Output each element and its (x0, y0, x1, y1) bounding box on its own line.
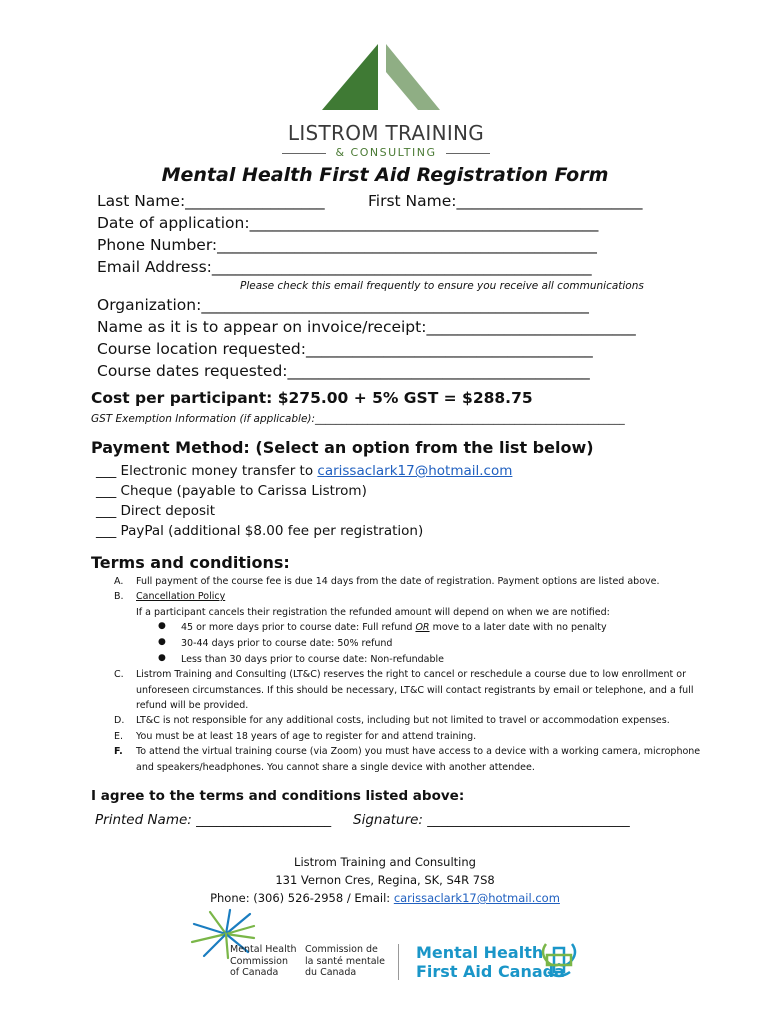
partner-line: du Canada (305, 967, 357, 978)
brand-name: LISTROM TRAINING (287, 121, 485, 145)
term-letter: D. (114, 715, 125, 726)
cost-per-participant: Cost per participant: $275.00 + 5% GST = $288.75 (91, 389, 533, 407)
payment-option-cheque[interactable]: ___ Cheque (payable to Carissa Listrom) (96, 483, 367, 499)
mhcc-french-name (305, 944, 385, 979)
term-d: LT&C is not responsible for any additional costs, including but not limited to travel or accommodation expenses. (136, 715, 670, 726)
phone-number-field[interactable]: Phone Number:_________________________________________________ (97, 236, 597, 254)
brand-sub-text: & CONSULTING (335, 146, 437, 159)
rule-text: 45 or more days prior to course date: Full refund (181, 622, 416, 633)
bullet-icon: ● (158, 637, 166, 647)
divider (398, 944, 399, 980)
agreement-heading: I agree to the terms and conditions listed above: (91, 788, 465, 804)
rule-or: OR (415, 622, 430, 633)
term-f-line: To attend the virtual training course (via Zoom) you must have access to a device with a working camera, microphone (136, 746, 701, 757)
course-dates-field[interactable]: Course dates requested:_______________________________________ (97, 362, 590, 380)
partner-line: Mental Health (230, 944, 297, 955)
partner-line: Commission de (305, 944, 378, 955)
mhcc-english-name (230, 944, 296, 979)
date-of-application-field[interactable]: Date of application:_____________________________________________ (97, 214, 599, 232)
signature-field[interactable]: Signature: ______________________________ (353, 812, 630, 828)
footer-phone: Phone: (306) 526-2958 / Email: (210, 891, 394, 905)
bullet-icon: ● (158, 653, 166, 663)
term-c-line: Listrom Training and Consulting (LT&C) reserves the right to cancel or reschedule a course due to low enrollment or (136, 669, 686, 680)
etransfer-label: ___ Electronic money transfer to (96, 463, 318, 479)
last-name-field[interactable]: Last Name:__________________ (97, 192, 325, 210)
term-letter: C. (114, 669, 124, 680)
bullet-icon: ● (158, 621, 166, 631)
term-c-line: refund will be provided. (136, 700, 249, 711)
term-letter: B. (114, 591, 124, 602)
term-letter: E. (114, 731, 124, 742)
terms-heading: Terms and conditions: (91, 553, 290, 572)
term-a: Full payment of the course fee is due 14 days from the date of registration. Payment options are listed above. (136, 576, 660, 587)
term-b: If a participant cancels their registration the refunded amount will depend on when we are notified: (136, 607, 610, 618)
footer-company: Listrom Training and Consulting (294, 855, 476, 869)
payment-heading: Payment Method: (Select an option from the list below) (91, 438, 594, 457)
partner-line: la santé mentale (305, 955, 386, 967)
listrom-logo-icon (322, 42, 442, 112)
payment-option-paypal[interactable]: ___ PayPal (additional $8.00 fee per registration) (96, 523, 424, 539)
term-f-line: and speakers/headphones. You cannot share a single device with another attendee. (136, 762, 535, 773)
footer-address: 131 Vernon Cres, Regina, SK, S4R 7S8 (275, 873, 495, 887)
payment-option-etransfer[interactable] (96, 463, 512, 479)
email-address-field[interactable]: Email Address:_________________________________________________ (97, 258, 592, 276)
cancel-rule-2: 30-44 days prior to course date: 50% refund (181, 638, 393, 649)
payment-option-direct-deposit[interactable]: ___ Direct deposit (96, 503, 216, 519)
footer-email-link[interactable]: carissaclark17@hotmail.com (393, 891, 560, 905)
footer-contact (0, 891, 770, 905)
invoice-name-field[interactable]: Name as it is to appear on invoice/receipt:___________________________ (97, 318, 636, 336)
cancel-rule-1 (181, 620, 607, 636)
cancellation-policy-title: Cancellation Policy (136, 591, 226, 602)
brand-subtitle (282, 146, 490, 160)
etransfer-email-link[interactable]: carissaclark17@hotmail.com (317, 463, 513, 479)
partner-line: Commission (230, 955, 288, 967)
form-title: Mental Health First Aid Registration Form (161, 164, 609, 186)
mhfa-line: Mental Health (416, 943, 544, 962)
gst-exemption-field[interactable]: GST Exemption Information (if applicable):___________________________________________________________ (91, 413, 625, 425)
term-c-line: unforeseen circumstances. If this should be necessary, LT&C will contact registrants by email or telephone, and a full (136, 685, 694, 696)
term-letter: F. (114, 746, 123, 757)
cancel-rule-3: Less than 30 days prior to course date: Non-refundable (181, 654, 444, 665)
term-e: You must be at least 18 years of age to register for and attend training. (136, 731, 477, 742)
term-letter: A. (114, 576, 124, 587)
first-name-field[interactable]: First Name:________________________ (368, 192, 643, 210)
course-location-field[interactable]: Course location requested:_____________________________________ (97, 340, 593, 358)
mhfa-cross-icon (538, 938, 580, 980)
rule-text: move to a later date with no penalty (429, 622, 607, 633)
mhfa-line: First Aid Canada (416, 962, 565, 981)
divider (446, 153, 490, 154)
printed-name-field[interactable]: Printed Name: ____________________ (95, 812, 332, 828)
organization-field[interactable]: Organization:__________________________________________________ (97, 296, 589, 314)
partner-line: of Canada (230, 967, 279, 978)
email-note: Please check this email frequently to ensure you receive all communications (240, 280, 644, 292)
